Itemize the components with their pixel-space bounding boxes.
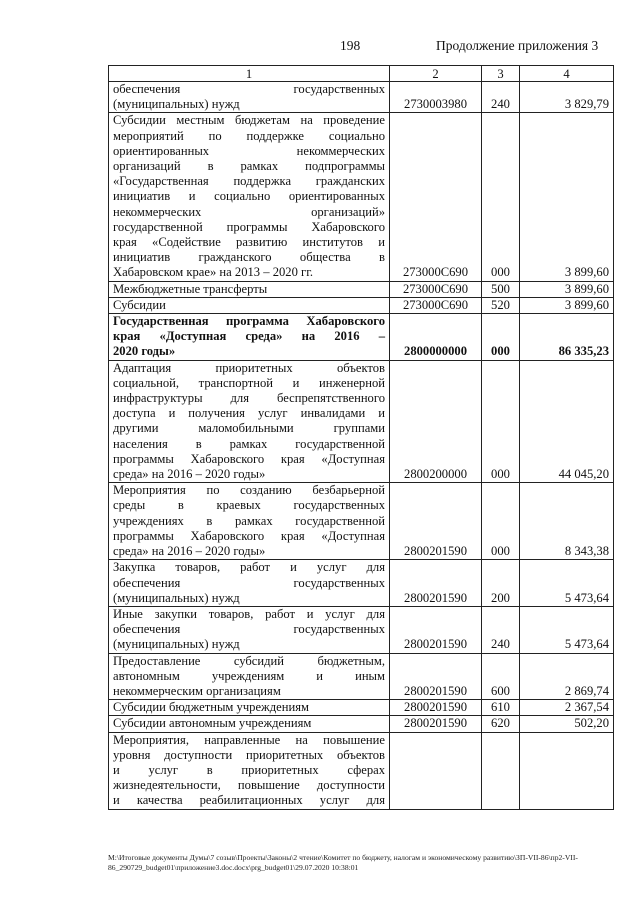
row-name-line: некоммерческим организациям (113, 683, 281, 698)
row-name-line: (муниципальных) нужд (113, 590, 240, 605)
row-name-line: и услуг в приоритетных сферах (113, 762, 385, 777)
row-name-line: уровня доступности приоритетных объектов (113, 747, 385, 762)
row-name-line: населения в рамках государственной (113, 436, 385, 451)
table-row (109, 82, 614, 113)
row-name-line: Закупка товаров, работ и услуг для (113, 560, 385, 575)
row-name-line: Межбюджетные трансферты (113, 281, 268, 296)
budget-table (108, 65, 614, 810)
footer-line-2: 86_290729_budget01\приложение3.doc.docx\prg_budget01\29.07.2020 10:38:01 (108, 863, 359, 872)
table-row (109, 732, 614, 809)
row-code: 2800201590 (390, 700, 482, 716)
row-name-line: Мероприятия, направленные на повышение (113, 732, 385, 747)
row-name-line: Иные закупки товаров, работ и услуг для (113, 606, 385, 621)
page-number: 198 (340, 38, 361, 53)
row-name-line: (муниципальных) нужд (113, 97, 240, 112)
row-name (109, 653, 390, 700)
continuation-header: Продолжение приложения 3 (436, 38, 599, 53)
row-sum: 86 335,23 (520, 314, 614, 361)
row-code: 2800201590 (390, 483, 482, 560)
row-name-line: Государственная программа Хабаровского (113, 314, 385, 329)
row-name (109, 700, 390, 716)
header-col-1: 1 (109, 66, 390, 82)
table-row (109, 716, 614, 732)
footer-line-1: M:\Итоговые документы Думы\7 созыв\Проекты\Законы\2 чтение\Комитет по бюджету, налогам и экономическому развитию\ЗП-VII-86\пр2-VII- (108, 853, 578, 862)
row-sum: 5 473,64 (520, 606, 614, 653)
row-name-line: программы Хабаровского края «Доступная (113, 528, 385, 543)
table-row (109, 483, 614, 560)
table-row (109, 700, 614, 716)
row-group: 200 (482, 560, 520, 607)
row-name-line: края «Содействие развитию институтов и (113, 235, 385, 250)
row-group: 240 (482, 82, 520, 113)
row-name (109, 732, 390, 809)
row-name (109, 113, 390, 281)
row-sum: 3 899,60 (520, 281, 614, 297)
row-name (109, 360, 390, 483)
row-name-line: государственной программы Хабаровского (113, 219, 385, 234)
row-name-line: социальной, транспортной и инженерной (113, 375, 385, 390)
row-group: 610 (482, 700, 520, 716)
row-sum (520, 732, 614, 809)
row-name-line: программы Хабаровского края «Доступная (113, 451, 385, 466)
row-sum: 2 367,54 (520, 700, 614, 716)
row-name-line: автономным учреждениям и иным (113, 668, 385, 683)
row-group: 000 (482, 360, 520, 483)
row-sum: 3 829,79 (520, 82, 614, 113)
row-sum: 44 045,20 (520, 360, 614, 483)
file-path-footer (108, 853, 618, 873)
row-code: 2730003980 (390, 82, 482, 113)
row-group: 000 (482, 314, 520, 361)
row-group: 620 (482, 716, 520, 732)
row-sum: 502,20 (520, 716, 614, 732)
row-code (390, 732, 482, 809)
row-group: 500 (482, 281, 520, 297)
row-sum: 2 869,74 (520, 653, 614, 700)
row-code: 2800201590 (390, 716, 482, 732)
row-name (109, 606, 390, 653)
row-name-line: организаций в рамках подпрограммы (113, 159, 385, 174)
row-name-line: среды в краевых государственных (113, 498, 385, 513)
row-name-line: Субсидии автономным учреждениям (113, 716, 312, 731)
table-row (109, 360, 614, 483)
row-sum: 5 473,64 (520, 560, 614, 607)
header-col-2: 2 (390, 66, 482, 82)
table-row (109, 314, 614, 361)
row-name-line: обеспечения государственных (113, 622, 385, 637)
row-code: 2800201590 (390, 653, 482, 700)
row-code: 2800201590 (390, 560, 482, 607)
row-name-line: некоммерческих организаций» (113, 204, 385, 219)
table-row (109, 281, 614, 297)
row-name (109, 483, 390, 560)
row-name-line: «Государственная поддержка гражданских (113, 174, 385, 189)
row-name-line: Субсидии бюджетным учреждениям (113, 700, 309, 715)
row-sum: 8 343,38 (520, 483, 614, 560)
table-row (109, 113, 614, 281)
row-name-line: Хабаровском крае» на 2013 – 2020 гг. (113, 265, 314, 280)
row-name-line: и качества реабилитационных услуг для (113, 793, 385, 808)
row-name (109, 82, 390, 113)
row-sum: 3 899,60 (520, 297, 614, 313)
row-name-line: обеспечения государственных (113, 575, 385, 590)
row-name-line: инициатив и социально ориентированных (113, 189, 385, 204)
row-group: 520 (482, 297, 520, 313)
row-name-line: доступа и получения услуг инвалидами и (113, 406, 385, 421)
row-group: 240 (482, 606, 520, 653)
row-name (109, 297, 390, 313)
row-name (109, 716, 390, 732)
row-name-line: учреждениях в рамках государственной (113, 513, 385, 528)
row-group: 000 (482, 113, 520, 281)
row-group: 600 (482, 653, 520, 700)
header-col-4: 4 (520, 66, 614, 82)
row-name (109, 281, 390, 297)
row-name-line: Субсидии (113, 297, 166, 312)
row-name (109, 560, 390, 607)
row-name-line: среда» на 2016 – 2020 годы» (113, 467, 266, 482)
row-name-line: 2020 годы» (113, 344, 176, 359)
row-name-line: края «Доступная среда» на 2016 – (113, 329, 385, 344)
table-row (109, 653, 614, 700)
row-name-line: Субсидии местным бюджетам на проведение (113, 113, 385, 128)
row-code: 2800200000 (390, 360, 482, 483)
row-name (109, 314, 390, 361)
row-name-line: другими маломобильными группами (113, 421, 385, 436)
row-code: 2800201590 (390, 606, 482, 653)
row-name-line: инициатив гражданского общества в (113, 250, 385, 265)
row-name-line: инфраструктуры для беспрепятственного (113, 391, 385, 406)
header-col-3: 3 (482, 66, 520, 82)
table-header-row (109, 66, 614, 82)
table-row (109, 606, 614, 653)
row-group: 000 (482, 483, 520, 560)
row-name-line: мероприятий по поддержке социально (113, 128, 385, 143)
row-code: 273000С690 (390, 113, 482, 281)
row-name-line: обеспечения государственных (113, 82, 385, 96)
row-code: 273000С690 (390, 281, 482, 297)
row-name-line: Предоставление субсидий бюджетным, (113, 653, 385, 668)
row-name-line: Адаптация приоритетных объектов (113, 360, 385, 375)
row-code: 273000С690 (390, 297, 482, 313)
row-code: 2800000000 (390, 314, 482, 361)
row-name-line: (муниципальных) нужд (113, 637, 240, 652)
row-name-line: ориентированных некоммерческих (113, 143, 385, 158)
table-row (109, 560, 614, 607)
row-name-line: жизнедеятельности, повышение доступности (113, 778, 385, 793)
table-row (109, 297, 614, 313)
row-sum: 3 899,60 (520, 113, 614, 281)
row-group (482, 732, 520, 809)
row-name-line: Мероприятия по созданию безбарьерной (113, 483, 385, 498)
row-name-line: среда» на 2016 – 2020 годы» (113, 544, 266, 559)
